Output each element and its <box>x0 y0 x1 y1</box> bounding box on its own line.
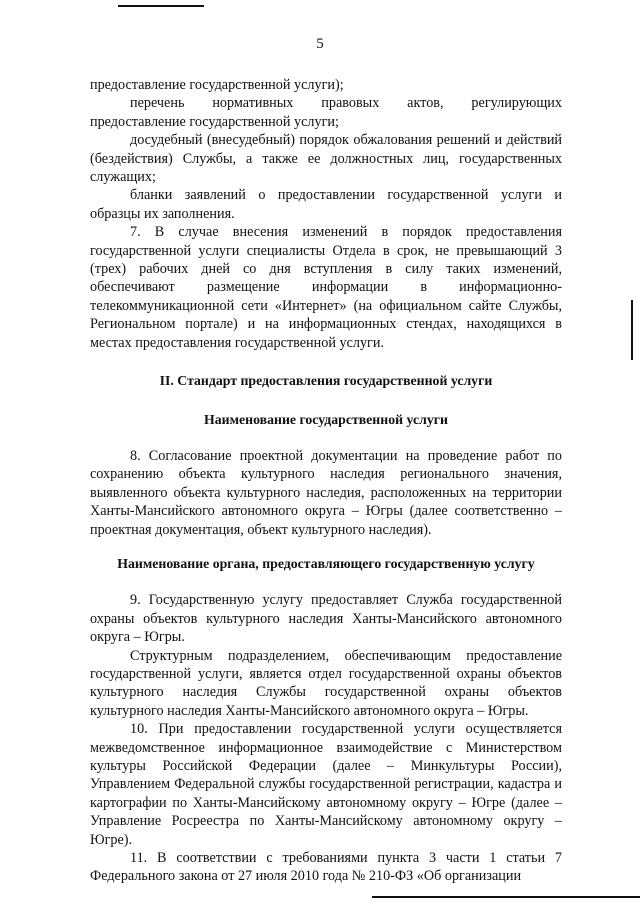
paragraph-application-forms: бланки заявлений о предоставлении государственной услуги и образцы их заполнения. <box>90 187 562 222</box>
subheading-providing-authority: Наименование органа, предоставляющего государственную услугу <box>117 555 535 571</box>
top-scan-line <box>118 5 204 7</box>
subheading-service-name: Наименование государственной услуги <box>204 411 448 427</box>
paragraph-structural-unit: Структурным подразделением, обеспечивающим предоставление государственной услуги, является отдел государственной охраны объектов культурного наследия Службы государственной охраны объектов культурного наследия Ханты-Мансийского автономного округа – Югры. <box>90 647 562 719</box>
paragraph-appeal-procedure: досудебный (внесудебный) порядок обжалования решений и действий (бездействия) Службы, а также ее должностных лиц, государственных служащих; <box>90 132 562 186</box>
paragraph-10: 10. При предоставлении государственной услуги осуществляется межведомственное информационное взаимодействие с Министерством культуры Российской Федерации (далее – Минкультуры России), Управлением Федеральной службы государственной регистрации, кадастра и картографии по Ханты-Мансийскому автономному округу – Югре (далее – Управление Росреестра по Ханты-Мансийскому автономному округу – Югре). <box>90 721 562 848</box>
paragraph-intro-continuation: предоставление государственной услуги); <box>90 77 344 93</box>
page-number: 5 <box>316 36 324 52</box>
section-title: II. Стандарт предоставления государственной услуги <box>159 373 493 389</box>
paragraph-normative-acts: перечень нормативных правовых актов, регулирующих предоставление государственной услуги; <box>90 95 562 130</box>
paragraph-11: 11. В соответствии с требованиями пункта 3 части 1 статьи 7 Федерального закона от 27 июля 2010 года № 210-ФЗ «Об организации <box>90 850 562 885</box>
paragraph-8: 8. Согласование проектной документации на проведение работ по сохранению объекта культурного наследия регионального значения, выявленного объекта культурного наследия, расположенных на территории Ханты-Мансийского автономного округа – Югры (далее соответственно – проектная документация, объект культурного наследия). <box>90 447 562 538</box>
document-body <box>90 76 562 886</box>
paragraph-9: 9. Государственную услугу предоставляет Служба государственной охраны объектов культурного наследия Ханты-Мансийского автономного округа – Югры. <box>90 592 562 646</box>
bottom-scan-line <box>372 896 640 898</box>
right-scan-line <box>631 300 633 360</box>
paragraph-7: 7. В случае внесения изменений в порядок предоставления государственной услуги специалисты Отдела в срок, не превышающий 3 (трех) рабочих дней со дня вступления в силу таких изменений, обеспечивают размещение информации в информационно-телекоммуникационной сети «Интернет» (на официальном сайте Службы, Региональном портале) и на информационных стендах, находящихся в местах предоставления государственной услуги. <box>90 224 562 351</box>
